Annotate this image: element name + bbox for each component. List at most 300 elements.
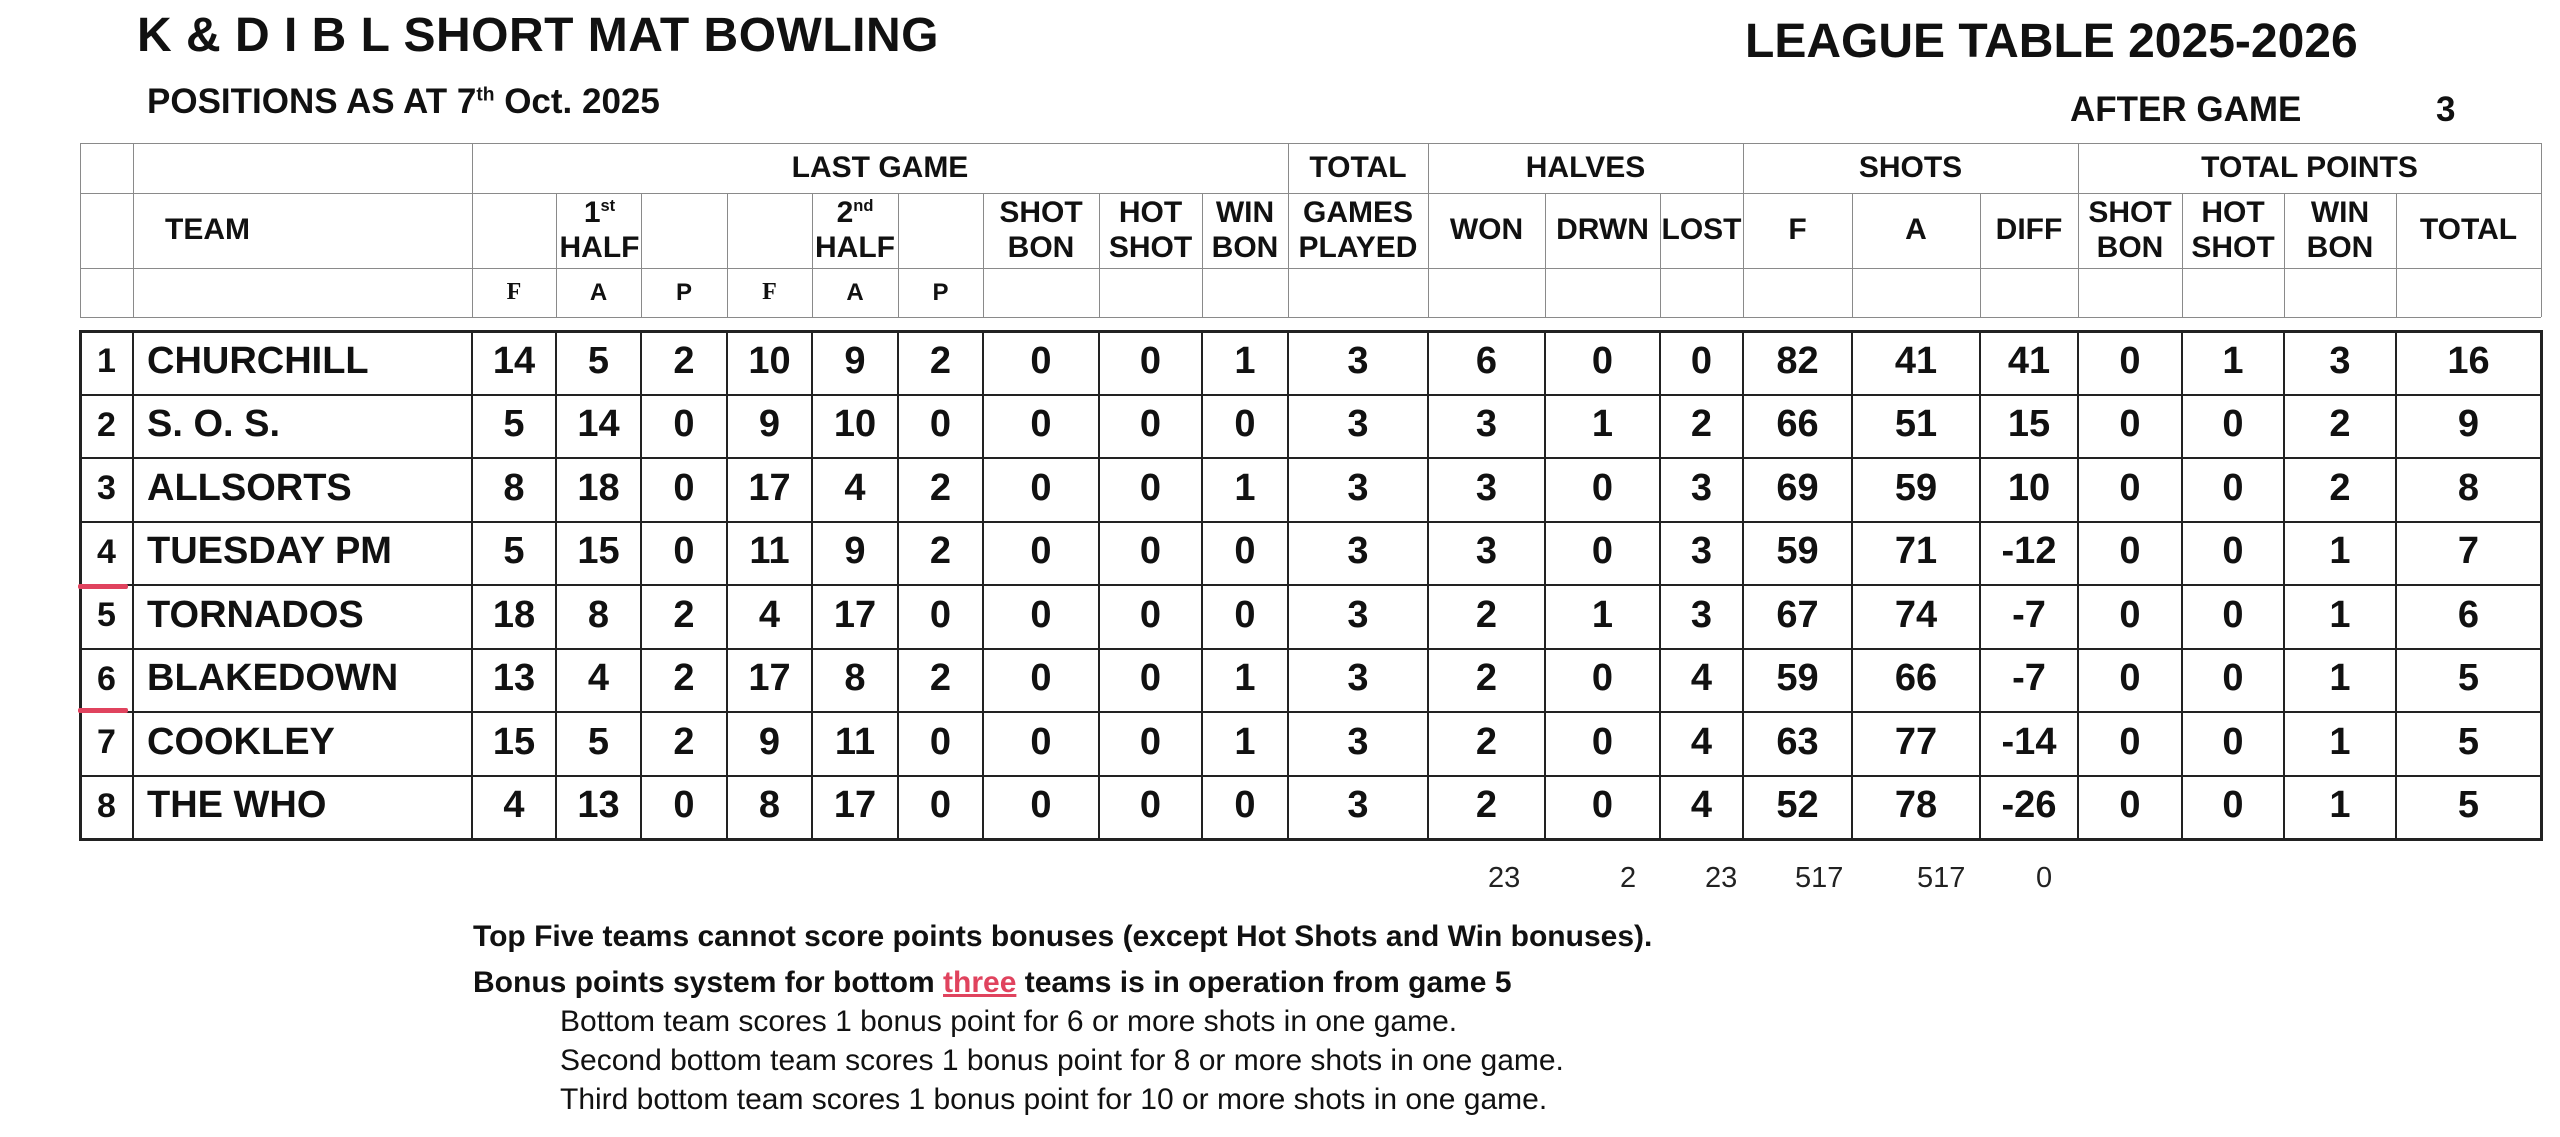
positions-prefix: POSITIONS AS AT 7 xyxy=(147,82,477,121)
column-total-win-bon-line1: WIN xyxy=(2310,196,2370,229)
cell-won xyxy=(1428,648,1545,712)
cell-wb xyxy=(1202,394,1288,458)
cell-sf xyxy=(1743,584,1852,648)
after-game-label: AFTER GAME xyxy=(2070,90,2302,129)
cell-value: 0 xyxy=(2119,720,2141,763)
column-first-half xyxy=(472,193,727,268)
cell-value: 1 xyxy=(2222,339,2244,382)
cell-wb xyxy=(1202,584,1288,648)
cell-h2a xyxy=(812,521,898,585)
cell-tsb xyxy=(2078,457,2182,521)
cell-h1f xyxy=(472,648,556,712)
cell-h2a xyxy=(812,584,898,648)
team-name xyxy=(133,648,472,712)
cell-value: 2 xyxy=(1475,593,1498,636)
cell-value: 51 xyxy=(1894,403,1938,446)
cell-value: 3 xyxy=(1475,530,1498,573)
column-shots-f-label: F xyxy=(1788,213,1807,247)
column-win-bon xyxy=(1202,193,1288,268)
group-halves-label: HALVES xyxy=(1525,150,1646,184)
cell-value: 0 xyxy=(2119,530,2141,573)
cell-value: 0 xyxy=(2119,403,2141,446)
column-second-half-half: HALF xyxy=(815,230,895,264)
cell-value: 18 xyxy=(577,466,620,509)
cell-lost xyxy=(1660,394,1743,458)
cell-value: 0 xyxy=(929,593,952,636)
cell-value: 0 xyxy=(1690,339,1713,382)
team-name xyxy=(133,521,472,585)
column-shots-f xyxy=(1743,193,1852,268)
column-shots-a xyxy=(1852,193,1980,268)
cell-gp xyxy=(1288,711,1428,775)
cell-sb xyxy=(983,394,1099,458)
cell-lost xyxy=(1660,584,1743,648)
cell-value: 0 xyxy=(2222,466,2244,509)
cell-value: 11 xyxy=(834,720,876,763)
cell-value: 14 xyxy=(492,339,536,382)
position-number xyxy=(80,330,133,394)
positions-date xyxy=(147,82,660,122)
league-title: LEAGUE TABLE 2025-2026 xyxy=(1745,15,2358,68)
column-win-bon-line2: BON xyxy=(1211,230,1279,264)
cell-value: 4 xyxy=(587,657,610,700)
position-number xyxy=(80,648,133,712)
group-halves xyxy=(1428,143,1743,193)
cell-wb xyxy=(1202,648,1288,712)
column-drwn-label: DRWN xyxy=(1556,213,1649,247)
team-name xyxy=(133,775,472,839)
positions-ordinal: th xyxy=(476,84,495,106)
cell-h2f xyxy=(727,457,812,521)
cell-lost xyxy=(1660,711,1743,775)
pink-mark-4 xyxy=(78,584,128,589)
cell-value: 0 xyxy=(2119,339,2141,382)
column-drwn xyxy=(1545,193,1660,268)
cell-gp xyxy=(1288,584,1428,648)
cell-value: 2 xyxy=(929,530,952,573)
cell-value: BLAKEDOWN xyxy=(147,657,399,700)
cell-value: 3 xyxy=(1347,784,1369,827)
cell-diff xyxy=(1980,457,2078,521)
column-shot-bon xyxy=(983,193,1099,268)
cell-value: 5 xyxy=(503,403,525,446)
cell-value: 2 xyxy=(929,466,952,509)
cell-h1p xyxy=(641,584,727,648)
cell-value: TUESDAY PM xyxy=(147,530,392,573)
pink-mark-6 xyxy=(78,708,128,713)
column-total-win-bon-line2: BON xyxy=(2306,230,2374,264)
cell-ths xyxy=(2182,330,2284,394)
cell-value: 2 xyxy=(1690,403,1713,446)
cell-value: 3 xyxy=(1347,339,1369,382)
cell-value: 8 xyxy=(844,657,866,700)
cell-diff xyxy=(1980,648,2078,712)
cell-sa xyxy=(1852,648,1980,712)
cell-h1p xyxy=(641,330,727,394)
cell-value: 3 xyxy=(1690,466,1713,509)
cell-value: ALLSORTS xyxy=(147,466,352,509)
column-total-shot-bon-line1: SHOT xyxy=(2088,196,2172,229)
cell-value: 0 xyxy=(1030,530,1052,573)
cell-value: 0 xyxy=(2119,593,2141,636)
cell-value: 0 xyxy=(1139,466,1162,509)
position-number xyxy=(80,394,133,458)
cell-h2f xyxy=(727,521,812,585)
cell-h2p xyxy=(898,648,983,712)
cell-value: 10 xyxy=(2007,466,2051,509)
cell-sb xyxy=(983,521,1099,585)
cell-twb xyxy=(2284,394,2396,458)
cell-value: 41 xyxy=(2007,339,2051,382)
column-hot-shot-line1: HOT xyxy=(1118,196,1183,229)
cell-lost xyxy=(1660,521,1743,585)
cell-value: 1 xyxy=(1234,466,1256,509)
cell-h2p xyxy=(898,521,983,585)
cell-won xyxy=(1428,457,1545,521)
cell-value: 4 xyxy=(1690,784,1713,827)
total-a: 517 xyxy=(1917,862,1966,894)
cell-value: 3 xyxy=(1347,466,1369,509)
cell-h1a xyxy=(556,394,641,458)
cell-value: 1 xyxy=(97,342,116,381)
cell-h1p xyxy=(641,394,727,458)
cell-value: 67 xyxy=(1776,593,1819,636)
header-divider xyxy=(80,143,81,317)
cell-value: 0 xyxy=(1030,593,1052,636)
cell-value: 59 xyxy=(1894,466,1938,509)
cell-won xyxy=(1428,584,1545,648)
cell-h1a xyxy=(556,457,641,521)
cell-value: 5 xyxy=(97,596,116,635)
cell-value: 0 xyxy=(1234,593,1256,636)
subcolumn-label: A xyxy=(846,278,864,306)
cell-value: 9 xyxy=(2457,403,2480,446)
cell-value: 14 xyxy=(577,403,620,446)
group-shots xyxy=(1743,143,2078,193)
column-first-half-number xyxy=(584,196,615,231)
cell-value: 0 xyxy=(1234,530,1256,573)
cell-value: 1 xyxy=(1234,657,1256,700)
cell-value: 0 xyxy=(929,403,952,446)
cell-sf xyxy=(1743,394,1852,458)
column-total-hot-shot-line2: SHOT xyxy=(2191,230,2275,264)
subcolumn-f xyxy=(472,268,556,317)
cell-h2f xyxy=(727,584,812,648)
cell-value: -7 xyxy=(2012,593,2046,636)
cell-value: 0 xyxy=(929,720,952,763)
header-divider xyxy=(2541,143,2542,317)
cell-value: 6 xyxy=(97,659,116,698)
cell-h2p xyxy=(898,775,983,839)
cell-sf xyxy=(1743,457,1852,521)
cell-ths xyxy=(2182,457,2284,521)
cell-value: 0 xyxy=(673,784,695,827)
cell-total xyxy=(2396,775,2541,839)
cell-value: 0 xyxy=(2222,403,2244,446)
cell-value: 59 xyxy=(1776,530,1819,573)
cell-value: 0 xyxy=(1030,657,1052,700)
position-number xyxy=(80,584,133,648)
team-name xyxy=(133,394,472,458)
cell-h2a xyxy=(812,648,898,712)
cell-value: 1 xyxy=(2329,720,2351,763)
cell-value: 1 xyxy=(1234,339,1256,382)
cell-h2a xyxy=(812,457,898,521)
cell-drwn xyxy=(1545,648,1660,712)
cell-hs xyxy=(1099,457,1202,521)
cell-sf xyxy=(1743,648,1852,712)
cell-drwn xyxy=(1545,457,1660,521)
cell-value: 2 xyxy=(1475,657,1498,700)
cell-h2p xyxy=(898,584,983,648)
cell-sa xyxy=(1852,711,1980,775)
cell-value: -7 xyxy=(2012,657,2046,700)
cell-value: 0 xyxy=(1139,339,1162,382)
note-second-bottom-team: Second bottom team scores 1 bonus point for 8 or more shots in one game. xyxy=(560,1044,1564,1077)
cell-gp xyxy=(1288,330,1428,394)
cell-value: 3 xyxy=(1347,530,1369,573)
cell-value: 3 xyxy=(1347,593,1369,636)
team-name xyxy=(133,711,472,775)
cell-twb xyxy=(2284,330,2396,394)
cell-h2a xyxy=(812,711,898,775)
cell-h2f xyxy=(727,394,812,458)
cell-value: 2 xyxy=(929,657,952,700)
subcolumn-a xyxy=(556,268,641,317)
cell-value: 0 xyxy=(1030,720,1052,763)
cell-lost xyxy=(1660,648,1743,712)
cell-value: 0 xyxy=(2222,657,2244,700)
team-name xyxy=(133,457,472,521)
column-total-shot-bon-line2: BON xyxy=(2096,230,2164,264)
cell-value: 5 xyxy=(587,720,610,763)
cell-value: 3 xyxy=(1690,530,1713,573)
cell-twb xyxy=(2284,584,2396,648)
cell-sb xyxy=(983,330,1099,394)
column-total-hot-shot xyxy=(2182,193,2284,268)
cell-value: 4 xyxy=(844,466,866,509)
cell-h2a xyxy=(812,330,898,394)
cell-sa xyxy=(1852,330,1980,394)
cell-lost xyxy=(1660,330,1743,394)
cell-value: CHURCHILL xyxy=(147,339,369,382)
cell-value: 5 xyxy=(2457,784,2480,827)
subcolumn-label: F xyxy=(762,278,777,305)
cell-value: 3 xyxy=(1347,657,1369,700)
column-second-half xyxy=(727,193,983,268)
position-number xyxy=(80,775,133,839)
cell-value: 2 xyxy=(1475,784,1498,827)
cell-h1f xyxy=(472,394,556,458)
cell-total xyxy=(2396,584,2541,648)
cell-wb xyxy=(1202,711,1288,775)
position-number xyxy=(80,521,133,585)
column-won xyxy=(1428,193,1545,268)
cell-h1a xyxy=(556,711,641,775)
cell-value: 1 xyxy=(1591,403,1614,446)
cell-value: 3 xyxy=(2329,339,2351,382)
cell-drwn xyxy=(1545,584,1660,648)
group-total xyxy=(1288,143,1428,193)
cell-wb xyxy=(1202,457,1288,521)
cell-value: 0 xyxy=(1139,530,1162,573)
cell-h1a xyxy=(556,330,641,394)
cell-value: 15 xyxy=(492,720,536,763)
cell-sf xyxy=(1743,330,1852,394)
cell-value: 9 xyxy=(844,339,866,382)
cell-value: COOKLEY xyxy=(147,720,335,763)
cell-hs xyxy=(1099,711,1202,775)
cell-won xyxy=(1428,394,1545,458)
cell-value: 0 xyxy=(1591,657,1614,700)
column-lost-label: LOST xyxy=(1661,213,1742,247)
cell-sa xyxy=(1852,457,1980,521)
cell-value: 63 xyxy=(1776,720,1819,763)
cell-value: 59 xyxy=(1776,657,1819,700)
cell-value: 8 xyxy=(758,784,781,827)
cell-value: 77 xyxy=(1894,720,1938,763)
cell-hs xyxy=(1099,648,1202,712)
cell-value: 0 xyxy=(1139,403,1162,446)
cell-total xyxy=(2396,648,2541,712)
column-total-win-bon xyxy=(2284,193,2396,268)
cell-diff xyxy=(1980,394,2078,458)
cell-gp xyxy=(1288,648,1428,712)
cell-wb xyxy=(1202,775,1288,839)
cell-sa xyxy=(1852,584,1980,648)
subcolumn-a xyxy=(812,268,898,317)
cell-sa xyxy=(1852,394,1980,458)
cell-value: 17 xyxy=(833,593,877,636)
cell-hs xyxy=(1099,521,1202,585)
cell-value: 2 xyxy=(1475,720,1498,763)
cell-value: 16 xyxy=(2447,339,2490,382)
cell-total xyxy=(2396,521,2541,585)
total-f: 517 xyxy=(1795,862,1844,894)
cell-value: 0 xyxy=(929,784,952,827)
cell-value: 10 xyxy=(833,403,877,446)
cell-value: 0 xyxy=(1591,530,1614,573)
cell-value: 5 xyxy=(2457,657,2480,700)
cell-value: 52 xyxy=(1776,784,1819,827)
cell-ths xyxy=(2182,394,2284,458)
cell-gp xyxy=(1288,457,1428,521)
cell-value: 17 xyxy=(748,466,791,509)
cell-value: 13 xyxy=(492,657,536,700)
cell-value: 1 xyxy=(1591,593,1614,636)
column-games-played xyxy=(1288,193,1428,268)
column-diff-label: DIFF xyxy=(1995,213,2063,247)
total-won: 23 xyxy=(1488,862,1521,894)
cell-value: 66 xyxy=(1776,403,1819,446)
cell-sb xyxy=(983,457,1099,521)
note-bonus-suffix: teams is in operation from game 5 xyxy=(1016,966,1512,999)
cell-value: 7 xyxy=(2457,530,2480,573)
subcolumn-f xyxy=(727,268,812,317)
column-games-played-line2: PLAYED xyxy=(1298,230,1418,264)
cell-tsb xyxy=(2078,775,2182,839)
column-first-half-num: 1 xyxy=(583,196,601,229)
cell-value: 13 xyxy=(577,784,620,827)
position-number xyxy=(80,711,133,775)
cell-value: 0 xyxy=(1234,403,1256,446)
cell-diff xyxy=(1980,330,2078,394)
cell-value: 5 xyxy=(587,339,610,382)
cell-diff xyxy=(1980,584,2078,648)
cell-value: 1 xyxy=(1234,720,1256,763)
cell-h1f xyxy=(472,775,556,839)
cell-h2p xyxy=(898,457,983,521)
cell-h2f xyxy=(727,775,812,839)
cell-value: 41 xyxy=(1894,339,1938,382)
cell-h1a xyxy=(556,584,641,648)
column-second-half-number xyxy=(837,196,874,231)
cell-value: 3 xyxy=(1347,720,1369,763)
cell-diff xyxy=(1980,521,2078,585)
cell-h2f xyxy=(727,648,812,712)
header-rule xyxy=(80,268,2541,269)
group-total-points xyxy=(2078,143,2541,193)
cell-gp xyxy=(1288,775,1428,839)
cell-twb xyxy=(2284,775,2396,839)
cell-value: 0 xyxy=(2119,466,2141,509)
cell-value: 0 xyxy=(1030,784,1052,827)
cell-value: 0 xyxy=(1030,403,1052,446)
group-shots-label: SHOTS xyxy=(1858,150,1963,184)
cell-hs xyxy=(1099,394,1202,458)
cell-sf xyxy=(1743,711,1852,775)
positions-suffix: Oct. 2025 xyxy=(494,82,660,121)
cell-sf xyxy=(1743,521,1852,585)
cell-value: 0 xyxy=(2119,657,2141,700)
group-total-label: TOTAL xyxy=(1309,150,1407,184)
cell-value: 3 xyxy=(1475,466,1498,509)
column-shot-bon-line2: BON xyxy=(1007,230,1075,264)
column-team xyxy=(133,193,472,268)
subcolumn-p xyxy=(898,268,983,317)
cell-value: 17 xyxy=(748,657,791,700)
note-bonus-system xyxy=(473,966,1512,1000)
cell-value: 5 xyxy=(2457,720,2480,763)
cell-tsb xyxy=(2078,648,2182,712)
column-hot-shot-line2: SHOT xyxy=(1108,230,1193,264)
cell-tsb xyxy=(2078,711,2182,775)
cell-lost xyxy=(1660,775,1743,839)
cell-ths xyxy=(2182,521,2284,585)
column-second-half-sup: nd xyxy=(853,197,874,215)
cell-h1p xyxy=(641,521,727,585)
cell-h1p xyxy=(641,648,727,712)
cell-value: 0 xyxy=(1591,466,1614,509)
cell-value: 82 xyxy=(1776,339,1819,382)
cell-tsb xyxy=(2078,394,2182,458)
cell-value: 0 xyxy=(2222,784,2244,827)
cell-twb xyxy=(2284,648,2396,712)
cell-value: 15 xyxy=(2007,403,2051,446)
cell-value: 6 xyxy=(2457,593,2480,636)
group-last-game xyxy=(472,143,1288,193)
cell-wb xyxy=(1202,330,1288,394)
cell-drwn xyxy=(1545,330,1660,394)
note-bonus-highlight: three xyxy=(943,966,1017,999)
cell-value: 66 xyxy=(1894,657,1938,700)
note-top-five: Top Five teams cannot score points bonuses (except Hot Shots and Win bonuses). xyxy=(473,920,1653,953)
cell-h1a xyxy=(556,775,641,839)
cell-value: 6 xyxy=(1475,339,1498,382)
cell-value: 0 xyxy=(1139,784,1162,827)
cell-h1p xyxy=(641,711,727,775)
cell-value: 2 xyxy=(929,339,952,382)
